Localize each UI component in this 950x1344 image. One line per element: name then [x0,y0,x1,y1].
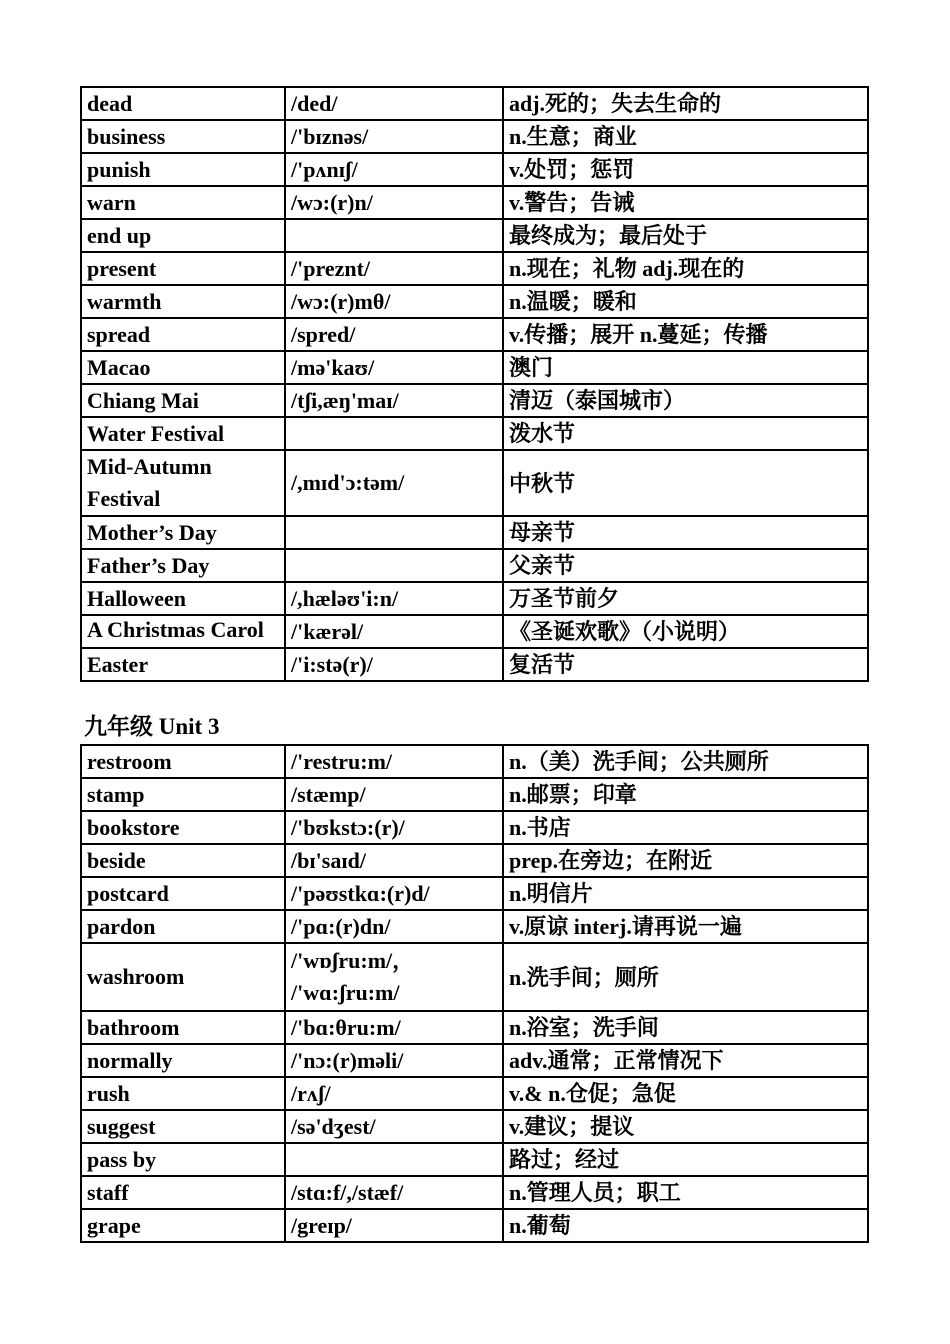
table-row [81,943,868,1011]
phonetic-cell: /sə'dʒest/ [285,1110,503,1143]
table-row [81,549,868,582]
phonetic-cell: /'i:stə(r)/ [285,648,503,681]
table-row [81,186,868,219]
phonetic-cell: /'pɑ:(r)dn/ [285,910,503,943]
table-row [81,844,868,877]
word-cell: Macao [81,351,285,384]
meaning-cell: n.邮票；印章 [503,778,868,811]
table-row [81,1176,868,1209]
table-row [81,877,868,910]
phonetic-cell: /mə'kaʊ/ [285,351,503,384]
phonetic-cell: /,hæləʊ'i:n/ [285,582,503,615]
meaning-cell: n.葡萄 [503,1209,868,1242]
phonetic-cell: /'pəʊstkɑ:(r)d/ [285,877,503,910]
phonetic-cell: /'wɒʃru:m/， /'wɑ:ʃru:m/ [285,943,503,1011]
table-row [81,516,868,549]
table-row [81,384,868,417]
word-cell: Mid-Autumn Festival [81,450,285,516]
meaning-cell: 万圣节前夕 [503,582,868,615]
word-cell: pardon [81,910,285,943]
table-row [81,450,868,516]
meaning-cell: v.原谅 interj.请再说一遍 [503,910,868,943]
phonetic-cell: /'bɑ:θru:m/ [285,1011,503,1044]
word-cell: Water Festival [81,417,285,450]
phonetic-cell: /'bɪznəs/ [285,120,503,153]
meaning-cell: 泼水节 [503,417,868,450]
meaning-cell: v.建议；提议 [503,1110,868,1143]
word-cell: restroom [81,745,285,778]
meaning-cell: 路过；经过 [503,1143,868,1176]
meaning-cell: 清迈（泰国城市） [503,384,868,417]
phonetic-cell [285,417,503,450]
phonetic-cell: /stɑ:f/,/stæf/ [285,1176,503,1209]
phonetic-cell [285,516,503,549]
meaning-cell: v.& n.仓促；急促 [503,1077,868,1110]
vocab-table-2-body [81,745,868,1242]
table-row [81,648,868,681]
word-cell: postcard [81,877,285,910]
phonetic-cell: /greɪp/ [285,1209,503,1242]
section-title: 九年级 Unit 3 [84,714,220,739]
table-row [81,811,868,844]
word-cell: rush [81,1077,285,1110]
table-row [81,120,868,153]
word-cell: washroom [81,943,285,1011]
vocab-table-1-body [81,87,868,681]
meaning-cell: n.浴室；洗手间 [503,1011,868,1044]
word-cell: dead [81,87,285,120]
phonetic-cell: /wɔ:(r)mθ/ [285,285,503,318]
meaning-cell: n.温暖；暖和 [503,285,868,318]
meaning-cell: n.明信片 [503,877,868,910]
meaning-cell: adj.死的；失去生命的 [503,87,868,120]
meaning-cell: 母亲节 [503,516,868,549]
phonetic-cell: /wɔ:(r)n/ [285,186,503,219]
phonetic-cell: /bɪ'saɪd/ [285,844,503,877]
table-row [81,153,868,186]
phonetic-cell: /'restru:m/ [285,745,503,778]
phonetic-cell: /'pʌnɪʃ/ [285,153,503,186]
word-cell: beside [81,844,285,877]
meaning-cell: 复活节 [503,648,868,681]
table-row [81,615,868,648]
word-cell: spread [81,318,285,351]
word-cell: Father’s Day [81,549,285,582]
table-row [81,582,868,615]
phonetic-cell: /rʌʃ/ [285,1077,503,1110]
vocab-table-2 [80,744,869,1243]
word-cell: pass by [81,1143,285,1176]
word-cell: grape [81,1209,285,1242]
meaning-cell: 父亲节 [503,549,868,582]
table-row [81,745,868,778]
meaning-cell: prep.在旁边；在附近 [503,844,868,877]
phonetic-cell [285,1143,503,1176]
meaning-cell: v.传播；展开 n.蔓延；传播 [503,318,868,351]
word-cell: Mother’s Day [81,516,285,549]
phonetic-cell: /stæmp/ [285,778,503,811]
word-cell: Chiang Mai [81,384,285,417]
table-row [81,1110,868,1143]
word-cell: warmth [81,285,285,318]
table-row [81,1044,868,1077]
word-cell: punish [81,153,285,186]
word-cell: warn [81,186,285,219]
word-cell: stamp [81,778,285,811]
meaning-cell: n.生意；商业 [503,120,868,153]
word-cell: normally [81,1044,285,1077]
phonetic-cell: /'preznt/ [285,252,503,285]
meaning-cell: v.警告；告诫 [503,186,868,219]
phonetic-cell: /'kærəl/ [285,615,503,648]
table-row [81,1143,868,1176]
meaning-cell: 澳门 [503,351,868,384]
phonetic-cell [285,549,503,582]
phonetic-cell: /spred/ [285,318,503,351]
phonetic-cell [285,219,503,252]
table-row [81,1077,868,1110]
meaning-cell: n.管理人员；职工 [503,1176,868,1209]
word-cell: bathroom [81,1011,285,1044]
table-row [81,219,868,252]
meaning-cell: 中秋节 [503,450,868,516]
table-row [81,910,868,943]
word-cell: Halloween [81,582,285,615]
phonetic-cell: /'nɔ:(r)məli/ [285,1044,503,1077]
table-row [81,1011,868,1044]
table-row [81,351,868,384]
word-cell: staff [81,1176,285,1209]
phonetic-cell: /,mɪd'ɔ:təm/ [285,450,503,516]
meaning-cell: n.书店 [503,811,868,844]
meaning-cell: adv.通常；正常情况下 [503,1044,868,1077]
table-row [81,1209,868,1242]
table-row [81,285,868,318]
meaning-cell: n.洗手间；厕所 [503,943,868,1011]
word-cell: end up [81,219,285,252]
phonetic-cell: /tʃi,æŋ'maɪ/ [285,384,503,417]
word-cell: present [81,252,285,285]
table-row [81,318,868,351]
table-row [81,417,868,450]
meaning-cell: v.处罚；惩罚 [503,153,868,186]
phonetic-cell: /'bʊkstɔ:(r)/ [285,811,503,844]
word-cell: Easter [81,648,285,681]
meaning-cell: n.现在；礼物 adj.现在的 [503,252,868,285]
table-row [81,778,868,811]
word-cell: A Christmas Carol [81,615,285,648]
phonetic-cell: /ded/ [285,87,503,120]
word-cell: bookstore [81,811,285,844]
table-row [81,252,868,285]
vocab-table-1 [80,86,869,682]
meaning-cell: n.（美）洗手间；公共厕所 [503,745,868,778]
meaning-cell: 最终成为；最后处于 [503,219,868,252]
word-cell: suggest [81,1110,285,1143]
word-cell: business [81,120,285,153]
table-row [81,87,868,120]
meaning-cell: 《圣诞欢歌》（小说明） [503,615,868,648]
